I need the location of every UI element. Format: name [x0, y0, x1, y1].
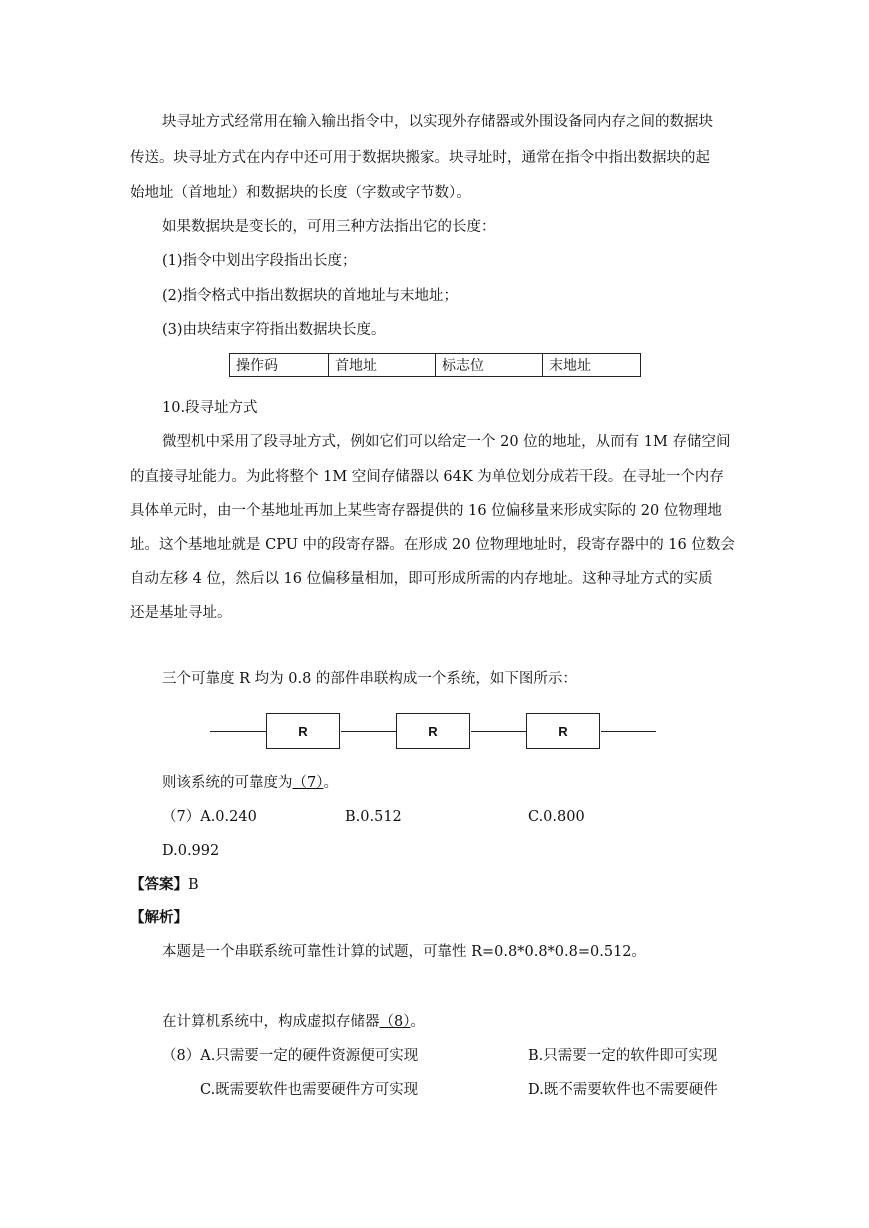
- paragraph-line: 还是基址寻址。: [130, 605, 232, 621]
- option-d: D.既不需要软件也不需要硬件: [528, 1082, 718, 1098]
- paragraph-line: 块寻址方式经常用在输入输出指令中，以实现外存储器或外围设备同内存之间的数据块: [162, 114, 713, 130]
- wire-segment: [210, 731, 267, 732]
- wire-segment: [601, 731, 656, 732]
- analysis-label: 【解析】: [130, 910, 188, 926]
- component-box: R: [266, 713, 340, 749]
- component-box: R: [396, 713, 470, 749]
- option-c: C.0.800: [528, 809, 585, 825]
- option-c: C.既需要软件也需要硬件方可实现: [200, 1082, 419, 1098]
- field-opcode: 操作码: [230, 354, 329, 377]
- field-flag: 标志位: [436, 354, 543, 377]
- paragraph-line: 微型机中采用了段寻址方式，例如它们可以给定一个 20 位的地址，从而有 1M 存储空间: [162, 434, 731, 450]
- question-stem: 三个可靠度 R 均为 0.8 的部件串联构成一个系统，如下图所示：: [162, 671, 577, 687]
- paragraph-line: 址。这个基地址就是 CPU 中的段寄存器。在形成 20 位物理地址时，段寄存器中的 16 位数会: [130, 537, 735, 553]
- analysis-text: 本题是一个串联系统可靠性计算的试题，可靠性 R=0.8*0.8*0.8=0.512。: [162, 944, 647, 960]
- paragraph-line: 如果数据块是变长的，可用三种方法指出它的长度：: [162, 219, 496, 235]
- answer-label: 【答案】: [130, 877, 188, 893]
- answer-blank: （7）: [292, 775, 324, 791]
- paragraph-line: 具体单元时，由一个基地址再加上某些寄存器提供的 16 位偏移量来形成实际的 20 位物理地: [130, 503, 722, 519]
- paragraph-line: 传送。块寻址方式在内存中还可用于数据块搬家。块寻址时，通常在指令中指出数据块的起: [130, 150, 710, 166]
- prompt-text: 则该系统的可靠度为: [162, 775, 293, 791]
- answer-value: B: [188, 877, 199, 893]
- field-start-address: 首地址: [329, 354, 436, 377]
- answer-line: [130, 875, 199, 895]
- paragraph-line: 的直接寻址能力。为此将整个 1M 空间存储器以 64K 为单位划分成若干段。在寻址一个内存: [130, 469, 724, 485]
- prompt-end: 。: [323, 775, 338, 791]
- stem-end: 。: [410, 1014, 425, 1030]
- method-item: (1)指令中划出字段指出长度；: [162, 253, 357, 269]
- option-a: （7）A.0.240: [162, 809, 257, 825]
- question-stem: [162, 1012, 425, 1032]
- section-heading: 10.段寻址方式: [162, 400, 258, 416]
- wire-segment: [471, 731, 527, 732]
- question-prompt: [162, 773, 338, 793]
- paragraph-line: 自动左移 4 位，然后以 16 位偏移量相加，即可形成所需的内存地址。这种寻址方式的实质: [130, 571, 713, 587]
- paragraph-line: 始地址（首地址）和数据块的长度（字数或字节数）。: [130, 185, 471, 201]
- method-item: (3)由块结束字符指出数据块长度。: [162, 322, 386, 338]
- wire-segment: [341, 731, 397, 732]
- method-item: (2)指令格式中指出数据块的首地址与末地址；: [162, 288, 459, 304]
- option-b: B.只需要一定的软件即可实现: [528, 1048, 718, 1064]
- option-d: D.0.992: [162, 843, 220, 859]
- option-b: B.0.512: [345, 809, 402, 825]
- answer-blank: （8）: [379, 1014, 411, 1030]
- stem-text: 在计算机系统中，构成虚拟存储器: [162, 1014, 380, 1030]
- instruction-format-table: [229, 353, 641, 377]
- option-a: （8）A.只需要一定的硬件资源便可实现: [162, 1048, 419, 1064]
- component-box: R: [526, 713, 600, 749]
- field-end-address: 末地址: [543, 354, 641, 377]
